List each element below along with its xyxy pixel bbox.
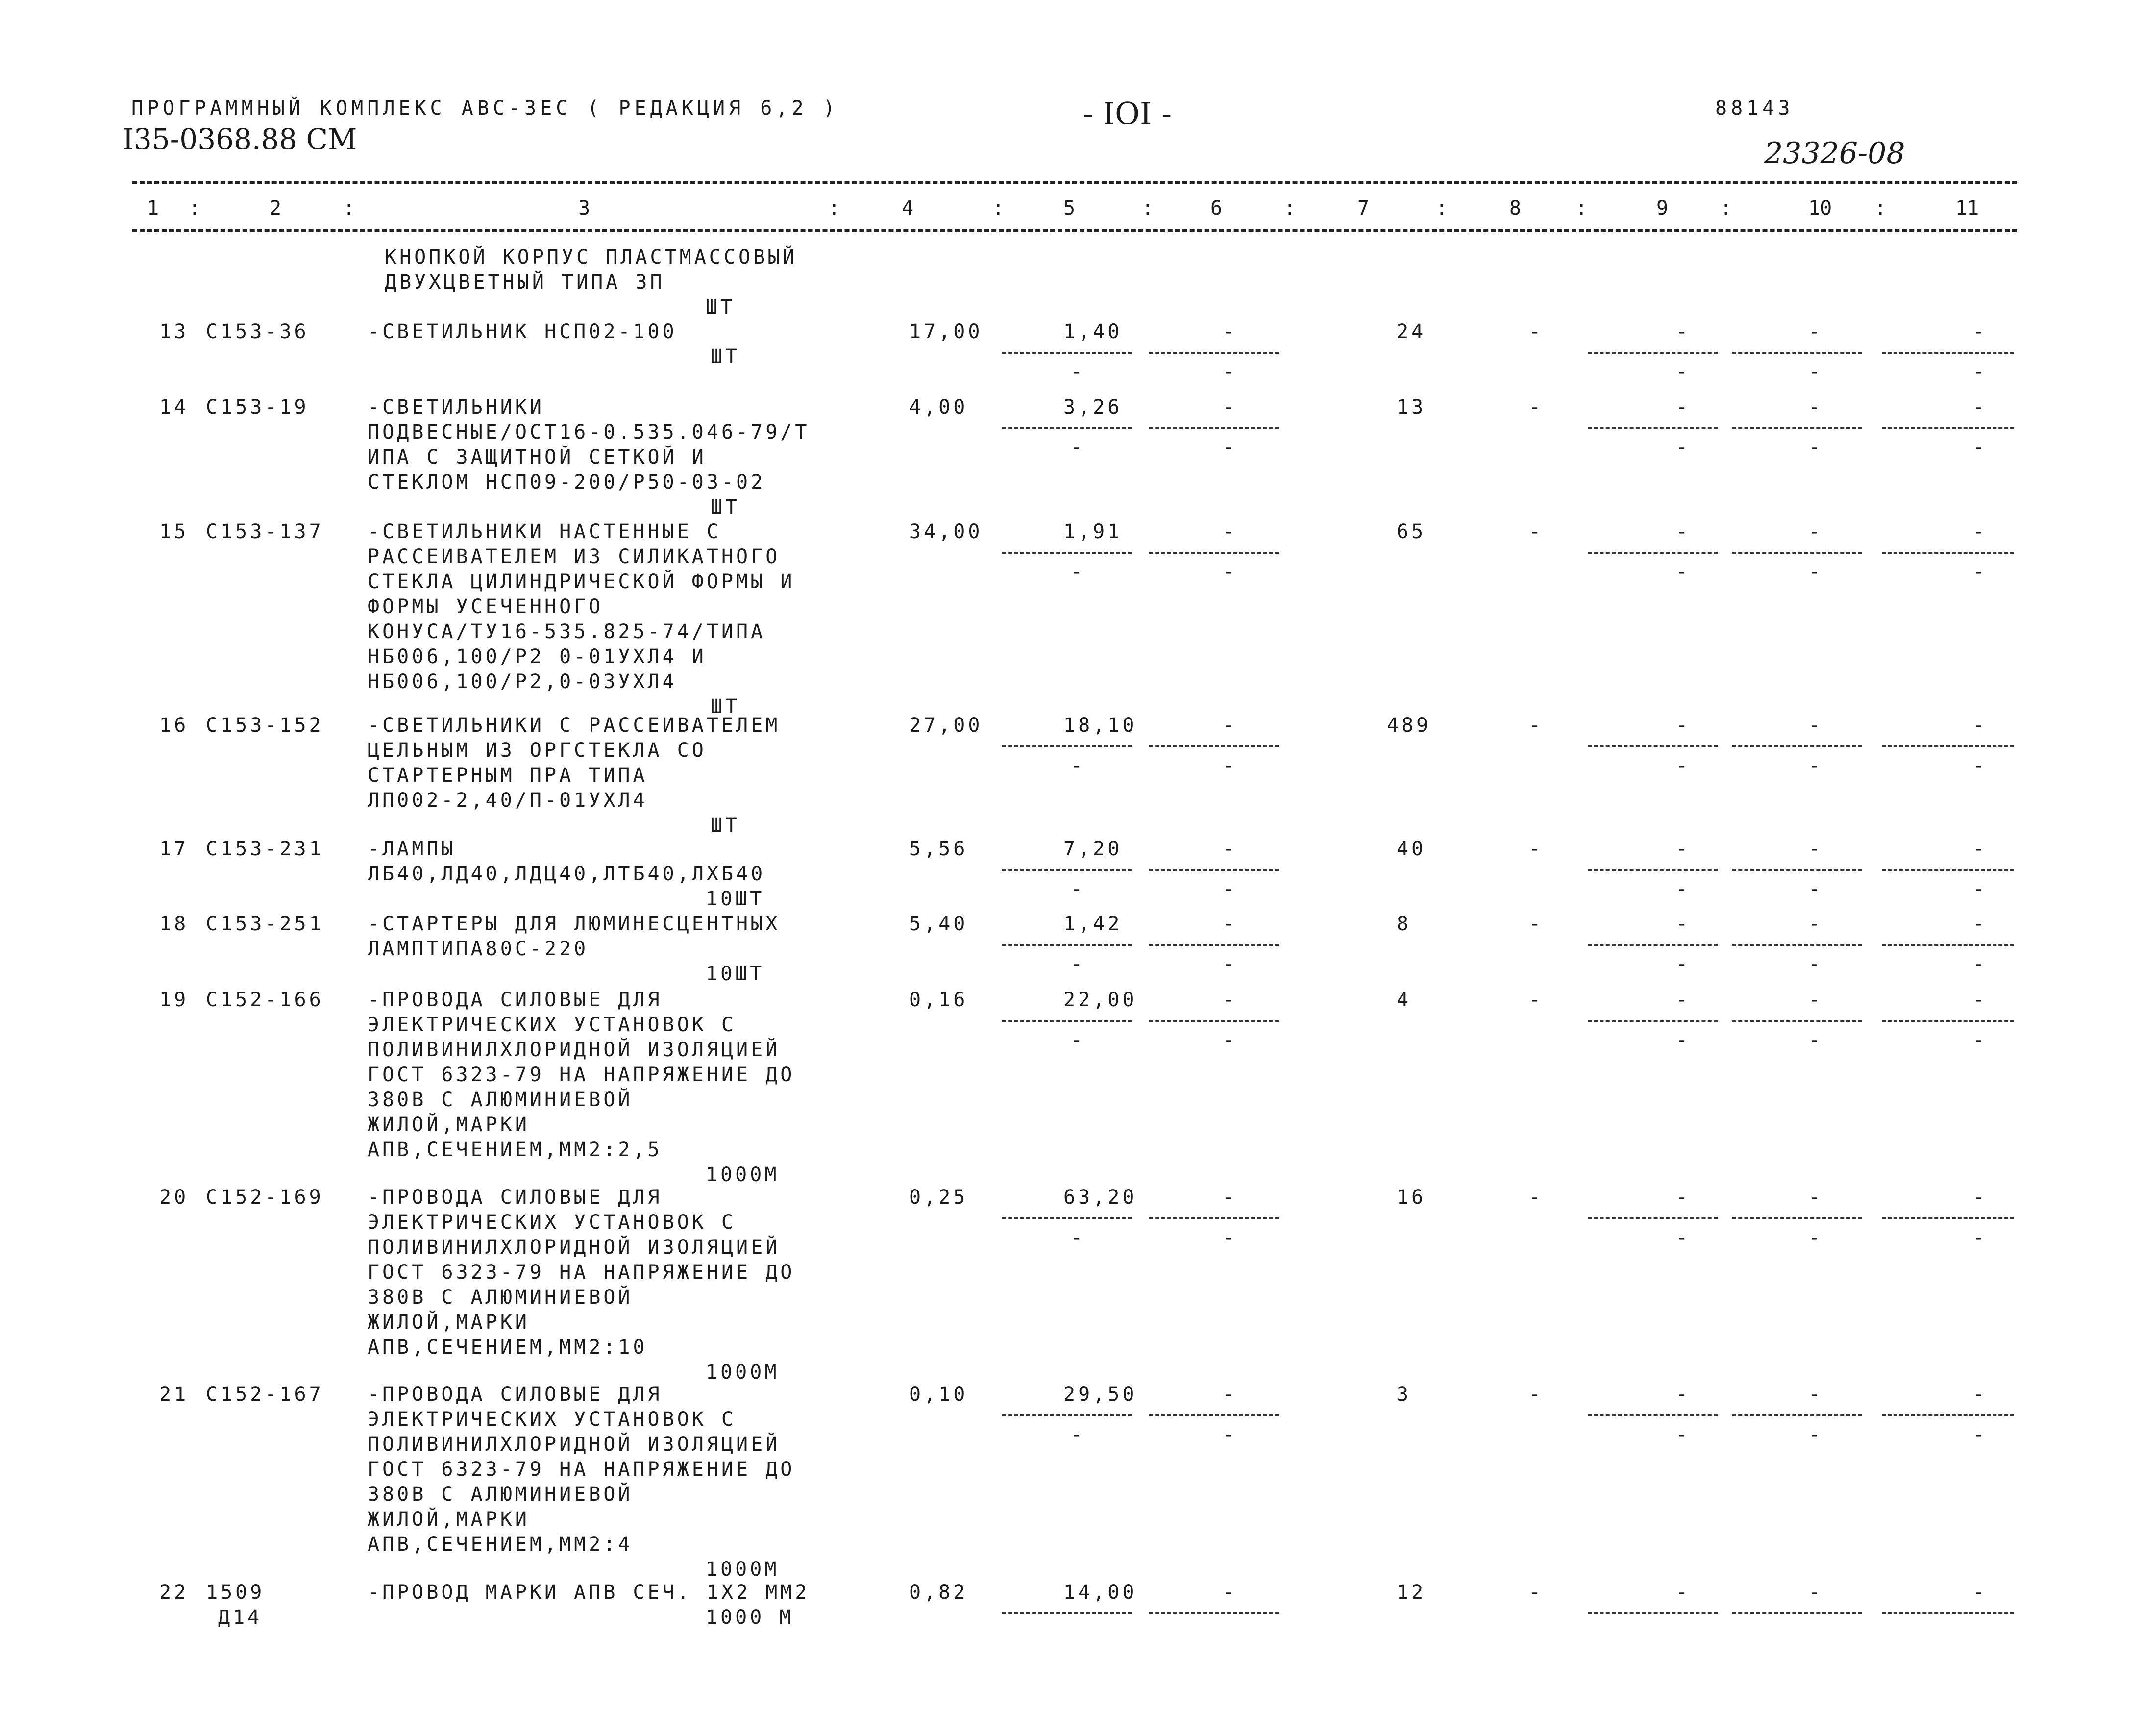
row-description: АПВ,СЕЧЕНИЕМ,ММ2:10 xyxy=(368,1336,648,1359)
col5-value: 1,91 xyxy=(1063,521,1123,543)
col10-subvalue: - xyxy=(1808,436,1823,459)
column-separator: : xyxy=(1284,197,1296,220)
dashed-rule xyxy=(1732,1612,1862,1614)
col7-value: 24 xyxy=(1397,321,1427,343)
col6-subvalue: - xyxy=(1223,1029,1238,1051)
col10-value: - xyxy=(1808,989,1823,1011)
row-description: -СВЕТИЛЬНИК НСП02-100 xyxy=(368,321,677,343)
row-number: 14 xyxy=(159,396,189,419)
row-code: С152-167 xyxy=(206,1383,324,1406)
col11-value: - xyxy=(1972,396,1988,419)
dashed-rule xyxy=(1002,745,1132,747)
row-unit: 10ШТ xyxy=(706,963,765,985)
col5-subvalue: - xyxy=(1071,436,1086,459)
dashed-rule xyxy=(1882,1020,2014,1022)
dashed-rule xyxy=(1882,944,2014,946)
col5-subvalue: - xyxy=(1071,1029,1086,1051)
col10-value: - xyxy=(1808,521,1823,543)
col8-value: - xyxy=(1529,838,1544,860)
column-header: 10 xyxy=(1808,197,1832,220)
row-code: С153-137 xyxy=(206,521,324,543)
dashed-rule xyxy=(1882,552,2014,554)
col11-value: - xyxy=(1972,714,1988,737)
col5-subvalue: - xyxy=(1071,1226,1086,1249)
row-number: 19 xyxy=(159,989,189,1011)
row-description: ЦЕЛЬНЫМ ИЗ ОРГСТЕКЛА СО xyxy=(368,739,707,762)
col7-value: 3 xyxy=(1397,1383,1412,1406)
col4-value: 4,00 xyxy=(909,396,968,419)
row-unit: ШТ xyxy=(711,695,740,718)
col9-subvalue: - xyxy=(1676,878,1691,900)
dashed-rule xyxy=(1149,944,1279,946)
row-description: СТАРТЕРНЫМ ПРА ТИПА xyxy=(368,764,648,787)
col5-subvalue: - xyxy=(1071,1423,1086,1446)
col10-subvalue: - xyxy=(1808,953,1823,975)
col5-subvalue: - xyxy=(1071,878,1086,900)
dashed-rule xyxy=(1588,352,1718,354)
row-description: 380В С АЛЮМИНИЕВОЙ xyxy=(368,1286,633,1309)
col10-value: - xyxy=(1808,1581,1823,1604)
column-separator: : xyxy=(1575,197,1588,220)
col11-subvalue: - xyxy=(1972,436,1988,459)
dashed-rule xyxy=(1149,1612,1279,1614)
col9-subvalue: - xyxy=(1676,561,1691,583)
row-description: -СТАРТЕРЫ ДЛЯ ЛЮМИНЕСЦЕНТНЫХ xyxy=(368,913,781,935)
col9-subvalue: - xyxy=(1676,436,1691,459)
row-description: ГОСТ 6323-79 НА НАПРЯЖЕНИЕ ДО xyxy=(368,1458,795,1481)
col8-value: - xyxy=(1529,1186,1544,1209)
row-description: -ПРОВОД МАРКИ АПВ СЕЧ. 1Х2 ММ2 xyxy=(368,1581,810,1604)
col4-value: 0,82 xyxy=(909,1581,968,1604)
col10-value: - xyxy=(1808,1186,1823,1209)
col10-value: - xyxy=(1808,1383,1823,1406)
intro-line: КНОПКОЙ КОРПУС ПЛАСТМАССОВЫЙ xyxy=(385,246,798,269)
column-separator: : xyxy=(1720,197,1732,220)
row-number: 13 xyxy=(159,321,189,343)
program-title: ПРОГРАММНЫЙ КОМПЛЕКС АВС-ЗЕС ( РЕДАКЦИЯ 6,2 ) xyxy=(131,97,839,120)
col7-value: 40 xyxy=(1397,838,1427,860)
col4-value: 0,25 xyxy=(909,1186,968,1209)
col10-value: - xyxy=(1808,396,1823,419)
dashed-rule xyxy=(1588,1612,1718,1614)
row-description: НБ006,100/Р2,0-03УХЛ4 xyxy=(368,670,677,693)
dashed-rule xyxy=(1002,944,1132,946)
col9-value: - xyxy=(1676,714,1691,737)
dashed-rule xyxy=(1149,869,1279,871)
dashed-rule xyxy=(1149,1414,1279,1416)
dashed-rule xyxy=(1732,427,1862,429)
row-unit: 10ШТ xyxy=(706,888,765,910)
col4-value: 17,00 xyxy=(909,321,983,343)
col10-subvalue: - xyxy=(1808,878,1823,900)
column-separator: : xyxy=(828,197,840,220)
row-code: С152-166 xyxy=(206,989,324,1011)
row-description: -ПРОВОДА СИЛОВЫЕ ДЛЯ xyxy=(368,989,663,1011)
row-unit: 1000М xyxy=(706,1361,780,1384)
row-description: РАССЕИВАТЕЛЕМ ИЗ СИЛИКАТНОГО xyxy=(368,546,781,568)
intro-line: ДВУХЦВЕТНЫЙ ТИПА ЗП xyxy=(385,271,665,294)
page-number: - IOI - xyxy=(1083,96,1172,131)
row-description: ГОСТ 6323-79 НА НАПРЯЖЕНИЕ ДО xyxy=(368,1064,795,1086)
row-description: СТЕКЛА ЦИЛИНДРИЧЕСКОЙ ФОРМЫ И xyxy=(368,570,795,593)
column-header: 5 xyxy=(1063,197,1076,220)
column-header: 3 xyxy=(578,197,591,220)
col4-value: 5,40 xyxy=(909,913,968,935)
dashed-rule xyxy=(1732,944,1862,946)
col5-value: 3,26 xyxy=(1063,396,1123,419)
row-description: ЖИЛОЙ,МАРКИ xyxy=(368,1311,530,1334)
dashed-rule xyxy=(1732,745,1862,747)
row-description: ПОЛИВИНИЛХЛОРИДНОЙ ИЗОЛЯЦИЕЙ xyxy=(368,1433,781,1456)
column-separator: : xyxy=(1874,197,1887,220)
row-unit: 1000М xyxy=(706,1164,780,1186)
col5-subvalue: - xyxy=(1071,361,1086,383)
row-description: -ПРОВОДА СИЛОВЫЕ ДЛЯ xyxy=(368,1383,663,1406)
dashed-rule xyxy=(1588,1020,1718,1022)
right-code: 88143 xyxy=(1715,97,1794,120)
col9-value: - xyxy=(1676,1383,1691,1406)
row-description: ПОЛИВИНИЛХЛОРИДНОЙ ИЗОЛЯЦИЕЙ xyxy=(368,1236,781,1259)
col11-value: - xyxy=(1972,989,1988,1011)
col9-subvalue: - xyxy=(1676,1423,1691,1446)
handwritten-number: 23326-08 xyxy=(1764,136,1905,171)
col9-subvalue: - xyxy=(1676,754,1691,777)
col8-value: - xyxy=(1529,521,1544,543)
intro-unit: ШТ xyxy=(706,296,736,319)
row-description: АПВ,СЕЧЕНИЕМ,ММ2:2,5 xyxy=(368,1139,663,1161)
row-description: ЖИЛОЙ,МАРКИ xyxy=(368,1508,530,1531)
row-description: 380В С АЛЮМИНИЕВОЙ xyxy=(368,1483,633,1506)
dashed-rule xyxy=(1002,352,1132,354)
col6-value: - xyxy=(1223,989,1238,1011)
col4-value: 5,56 xyxy=(909,838,968,860)
col6-subvalue: - xyxy=(1223,878,1238,900)
col6-value: - xyxy=(1223,396,1238,419)
dashed-rule xyxy=(1732,869,1862,871)
row-number: 18 xyxy=(159,913,189,935)
row-code: 1509 xyxy=(206,1581,265,1604)
document-code: I35-0368.88 СМ xyxy=(123,123,357,156)
col10-value: - xyxy=(1808,321,1823,343)
column-header: 7 xyxy=(1357,197,1370,220)
dashed-rule xyxy=(1002,1020,1132,1022)
col6-value: - xyxy=(1223,714,1238,737)
row-description: -СВЕТИЛЬНИКИ xyxy=(368,396,544,419)
row-number: 22 xyxy=(159,1581,189,1604)
column-header: 2 xyxy=(270,197,282,220)
dashed-rule xyxy=(1882,1414,2014,1416)
col9-value: - xyxy=(1676,321,1691,343)
col10-value: - xyxy=(1808,714,1823,737)
column-header: 4 xyxy=(902,197,914,220)
col11-subvalue: - xyxy=(1972,1226,1988,1249)
dashed-rule xyxy=(1588,1217,1718,1219)
dashed-rule xyxy=(1588,552,1718,554)
col11-subvalue: - xyxy=(1972,953,1988,975)
col11-subvalue: - xyxy=(1972,561,1988,583)
row-description: ЭЛЕКТРИЧЕСКИХ УСТАНОВОК С xyxy=(368,1408,737,1431)
column-separator: : xyxy=(189,197,201,220)
col10-subvalue: - xyxy=(1808,361,1823,383)
row-description: -ЛАМПЫ xyxy=(368,838,456,860)
col6-subvalue: - xyxy=(1223,361,1238,383)
col6-value: - xyxy=(1223,521,1238,543)
col4-value: 34,00 xyxy=(909,521,983,543)
dashed-rule xyxy=(1732,1020,1862,1022)
row-description: -СВЕТИЛЬНИКИ НАСТЕННЫЕ С xyxy=(368,521,721,543)
col9-value: - xyxy=(1676,396,1691,419)
row-description: ИПА С ЗАЩИТНОЙ СЕТКОЙ И xyxy=(368,446,707,469)
row-number: 16 xyxy=(159,714,189,737)
col9-subvalue: - xyxy=(1676,361,1691,383)
row-description: ГОСТ 6323-79 НА НАПРЯЖЕНИЕ ДО xyxy=(368,1261,795,1284)
row-description: 380В С АЛЮМИНИЕВОЙ xyxy=(368,1089,633,1111)
row-description: ФОРМЫ УСЕЧЕННОГО xyxy=(368,595,604,618)
col5-value: 63,20 xyxy=(1063,1186,1137,1209)
dashed-rule xyxy=(1149,427,1279,429)
dashed-rule xyxy=(1002,427,1132,429)
dashed-rule xyxy=(1149,1020,1279,1022)
dashed-rule xyxy=(1002,1612,1132,1614)
col6-value: - xyxy=(1223,1581,1238,1604)
col9-subvalue: - xyxy=(1676,953,1691,975)
col11-subvalue: - xyxy=(1972,878,1988,900)
col10-value: - xyxy=(1808,838,1823,860)
row-description: СТЕКЛОМ НСП09-200/Р50-03-02 xyxy=(368,471,766,494)
dashed-rule xyxy=(1588,427,1718,429)
dashed-rule xyxy=(1002,869,1132,871)
dashed-rule xyxy=(1588,1414,1718,1416)
row-description: ЭЛЕКТРИЧЕСКИХ УСТАНОВОК С xyxy=(368,1211,737,1234)
col5-subvalue: - xyxy=(1071,561,1086,583)
row-code: С153-231 xyxy=(206,838,324,860)
row-number: 15 xyxy=(159,521,189,543)
row-description: ЖИЛОЙ,МАРКИ xyxy=(368,1114,530,1136)
col7-value: 65 xyxy=(1397,521,1427,543)
dashed-rule xyxy=(1882,1217,2014,1219)
column-header: 1 xyxy=(147,197,159,220)
col5-value: 1,40 xyxy=(1063,321,1123,343)
col6-value: - xyxy=(1223,1383,1238,1406)
col11-subvalue: - xyxy=(1972,1029,1988,1051)
col6-value: - xyxy=(1223,321,1238,343)
col11-value: - xyxy=(1972,1383,1988,1406)
col5-value: 1,42 xyxy=(1063,913,1123,935)
col5-subvalue: - xyxy=(1071,754,1086,777)
dashed-rule xyxy=(1732,352,1862,354)
col5-value: 18,10 xyxy=(1063,714,1137,737)
col6-subvalue: - xyxy=(1223,561,1238,583)
dashed-rule xyxy=(1588,745,1718,747)
row-unit: ШТ xyxy=(711,814,740,837)
col9-value: - xyxy=(1676,989,1691,1011)
col4-value: 0,10 xyxy=(909,1383,968,1406)
column-separator: : xyxy=(1142,197,1154,220)
col9-value: - xyxy=(1676,838,1691,860)
row-number: 21 xyxy=(159,1383,189,1406)
col4-value: 27,00 xyxy=(909,714,983,737)
col10-subvalue: - xyxy=(1808,1226,1823,1249)
row-unit: ШТ xyxy=(711,496,740,519)
col10-subvalue: - xyxy=(1808,754,1823,777)
col8-value: - xyxy=(1529,913,1544,935)
col6-value: - xyxy=(1223,1186,1238,1209)
row-code: С153-36 xyxy=(206,321,309,343)
col5-value: 22,00 xyxy=(1063,989,1137,1011)
row-description: -СВЕТИЛЬНИКИ С РАССЕИВАТЕЛЕМ xyxy=(368,714,781,737)
col6-subvalue: - xyxy=(1223,1423,1238,1446)
dashed-rule xyxy=(1882,869,2014,871)
dashed-rule xyxy=(1149,745,1279,747)
dashed-rule xyxy=(1149,552,1279,554)
dashed-rule xyxy=(1149,352,1279,354)
col9-value: - xyxy=(1676,1581,1691,1604)
dashed-rule xyxy=(1002,1414,1132,1416)
dashed-rule xyxy=(1732,552,1862,554)
dashed-rule xyxy=(1588,869,1718,871)
dashed-rule xyxy=(1732,1217,1862,1219)
row-description: КОНУСА/ТУ16-535.825-74/ТИПА xyxy=(368,620,766,643)
dashed-rule xyxy=(1882,745,2014,747)
col6-subvalue: - xyxy=(1223,1226,1238,1249)
row-code: С153-251 xyxy=(206,913,324,935)
col8-value: - xyxy=(1529,396,1544,419)
row-code: С153-152 xyxy=(206,714,324,737)
col10-subvalue: - xyxy=(1808,561,1823,583)
col6-value: - xyxy=(1223,838,1238,860)
col9-value: - xyxy=(1676,913,1691,935)
col11-value: - xyxy=(1972,838,1988,860)
col5-subvalue: - xyxy=(1071,953,1086,975)
col7-value: 13 xyxy=(1397,396,1427,419)
row-code-secondary: Д14 xyxy=(218,1606,263,1629)
column-header: 6 xyxy=(1210,197,1223,220)
col11-value: - xyxy=(1972,321,1988,343)
col9-value: - xyxy=(1676,1186,1691,1209)
col9-value: - xyxy=(1676,521,1691,543)
row-unit: ШТ xyxy=(711,346,740,368)
row-number: 20 xyxy=(159,1186,189,1209)
col11-value: - xyxy=(1972,521,1988,543)
col7-value: 16 xyxy=(1397,1186,1427,1209)
column-separator: : xyxy=(1436,197,1448,220)
col11-subvalue: - xyxy=(1972,361,1988,383)
col10-subvalue: - xyxy=(1808,1423,1823,1446)
row-code: С153-19 xyxy=(206,396,309,419)
col9-subvalue: - xyxy=(1676,1029,1691,1051)
row-description: ЭЛЕКТРИЧЕСКИХ УСТАНОВОК С xyxy=(368,1014,737,1036)
column-header: 8 xyxy=(1509,197,1522,220)
col8-value: - xyxy=(1529,989,1544,1011)
dashed-rule xyxy=(1149,1217,1279,1219)
column-header: 9 xyxy=(1656,197,1669,220)
row-description: -ПРОВОДА СИЛОВЫЕ ДЛЯ xyxy=(368,1186,663,1209)
dashed-rule xyxy=(1002,1217,1132,1219)
dashed-rule xyxy=(1588,944,1718,946)
dashed-rule xyxy=(1002,552,1132,554)
col11-value: - xyxy=(1972,913,1988,935)
row-description: ЛАМПТИПА80С-220 xyxy=(368,938,589,960)
dashed-rule xyxy=(1732,1414,1862,1416)
col5-value: 7,20 xyxy=(1063,838,1123,860)
row-description: ЛП002-2,40/П-01УХЛ4 xyxy=(368,789,648,812)
col6-subvalue: - xyxy=(1223,953,1238,975)
column-separator: : xyxy=(992,197,1005,220)
col11-subvalue: - xyxy=(1972,1423,1988,1446)
row-description: ПОЛИВИНИЛХЛОРИДНОЙ ИЗОЛЯЦИЕЙ xyxy=(368,1039,781,1061)
column-separator: : xyxy=(343,197,355,220)
row-unit: 1000М xyxy=(706,1558,780,1581)
col4-value: 0,16 xyxy=(909,989,968,1011)
col11-value: - xyxy=(1972,1581,1988,1604)
col9-subvalue: - xyxy=(1676,1226,1691,1249)
col7-value: 4 xyxy=(1397,989,1412,1011)
col8-value: - xyxy=(1529,1383,1544,1406)
col6-subvalue: - xyxy=(1223,754,1238,777)
col11-value: - xyxy=(1972,1186,1988,1209)
row-number: 17 xyxy=(159,838,189,860)
col10-value: - xyxy=(1808,913,1823,935)
row-description: ПОДВЕСНЫЕ/ОСТ16-0.535.046-79/Т xyxy=(368,421,810,444)
dashed-rule xyxy=(1882,352,2014,354)
row-description: АПВ,СЕЧЕНИЕМ,ММ2:4 xyxy=(368,1533,633,1556)
col8-value: - xyxy=(1529,714,1544,737)
col8-value: - xyxy=(1529,321,1544,343)
col11-subvalue: - xyxy=(1972,754,1988,777)
row-code: С152-169 xyxy=(206,1186,324,1209)
column-header: 11 xyxy=(1955,197,1979,220)
col5-value: 14,00 xyxy=(1063,1581,1137,1604)
col7-value: 489 xyxy=(1387,714,1431,737)
dashed-rule xyxy=(1882,427,2014,429)
row-description: НБ006,100/Р2 0-01УХЛ4 И xyxy=(368,645,707,668)
col6-value: - xyxy=(1223,913,1238,935)
row-unit: 1000 М xyxy=(706,1606,794,1629)
col5-value: 29,50 xyxy=(1063,1383,1137,1406)
dashed-rule xyxy=(1882,1612,2014,1614)
col6-subvalue: - xyxy=(1223,436,1238,459)
col7-value: 12 xyxy=(1397,1581,1427,1604)
col7-value: 8 xyxy=(1397,913,1412,935)
col10-subvalue: - xyxy=(1808,1029,1823,1051)
col8-value: - xyxy=(1529,1581,1544,1604)
row-description: ЛБ40,ЛД40,ЛДЦ40,ЛТБ40,ЛХБ40 xyxy=(368,863,766,885)
